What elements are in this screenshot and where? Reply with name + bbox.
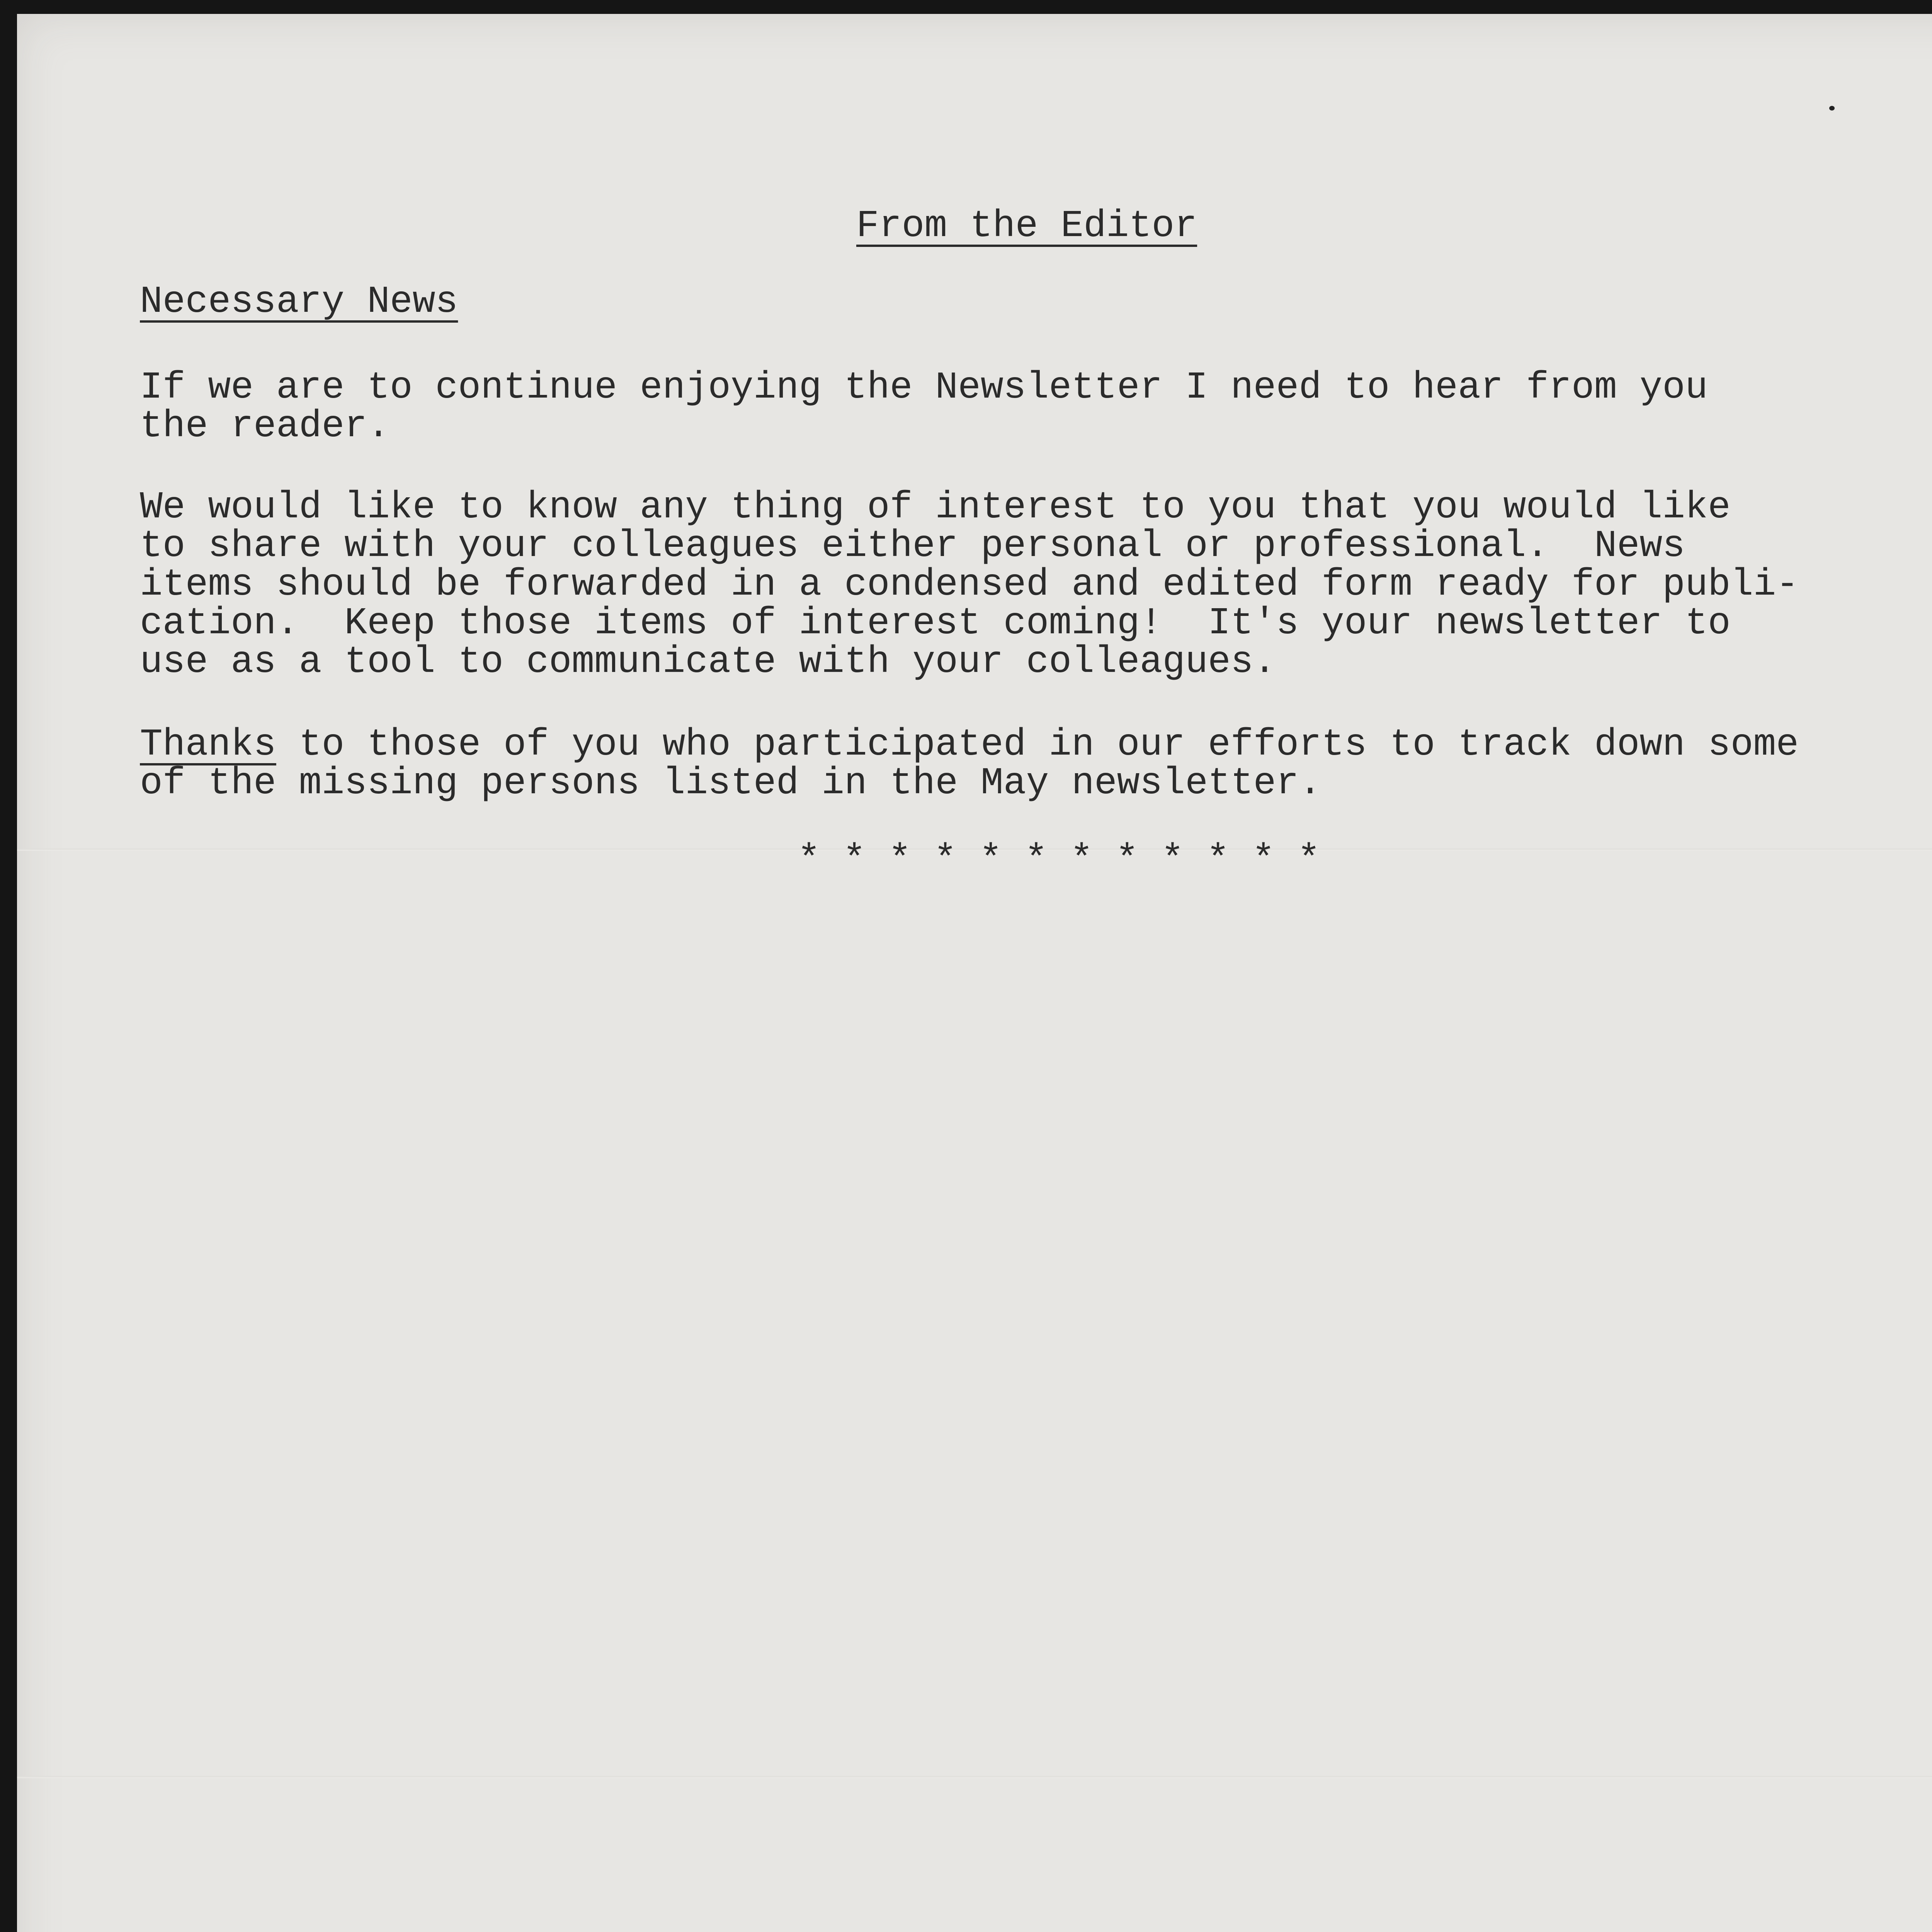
paragraph-thanks	[140, 723, 1799, 805]
text-line: of the missing persons listed in the May newsletter.	[140, 762, 1322, 805]
page-title: From the Editor	[856, 205, 1197, 248]
asterisk-separator: * * * * * * * * * * * *	[798, 838, 1320, 881]
section-heading: Necessary News	[140, 281, 458, 323]
document-page	[17, 14, 1932, 1932]
thanks-word: Thanks	[140, 723, 276, 766]
text-line: the reader.	[140, 405, 390, 448]
paragraph-request	[140, 366, 1708, 448]
text-line: We would like to know any thing of interest to you that you would like	[140, 486, 1731, 529]
text-line: items should be forwarded in a condensed and edited form ready for publi-	[140, 563, 1799, 606]
text-line: use as a tool to communicate with your colleagues.	[140, 641, 1276, 684]
thanks-line-rest: to those of you who participated in our efforts to track down some	[276, 723, 1799, 766]
text-line	[140, 723, 1799, 766]
paragraph-interest	[140, 488, 1799, 682]
text-line: If we are to continue enjoying the Newsletter I need to hear from you	[140, 366, 1708, 409]
text-line: cation. Keep those items of interest coming! It's your newsletter to	[140, 602, 1731, 645]
paper-fold-line	[17, 1776, 1932, 1778]
paper-speck	[1829, 106, 1835, 111]
text-line: to share with your colleagues either personal or professional. News	[140, 525, 1685, 568]
